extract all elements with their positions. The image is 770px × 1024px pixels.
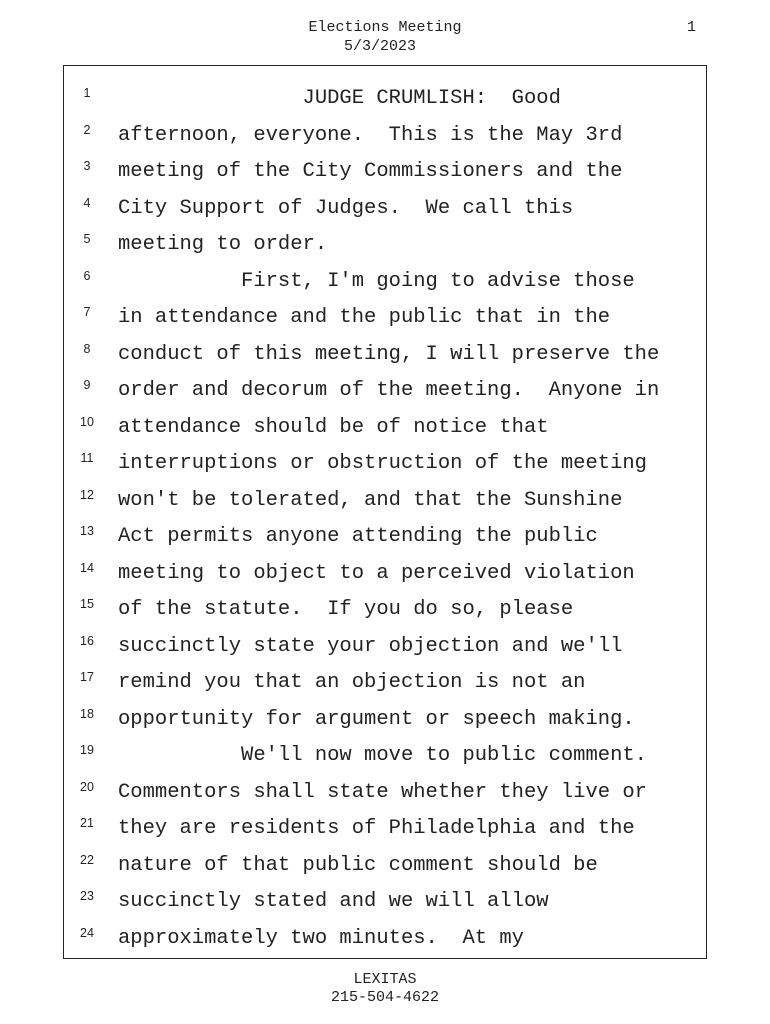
line-text: remind you that an objection is not an: [118, 671, 586, 694]
transcript-line: [64, 526, 706, 562]
line-text: succinctly state your objection and we'll: [118, 634, 623, 658]
line-text: City Support of Judges. We call this: [118, 196, 574, 220]
line-text: meeting to object to a perceived violation: [118, 561, 635, 585]
line-text: they are residents of Philadelphia and the: [118, 817, 635, 840]
line-number: 7: [83, 305, 91, 319]
line-number: 9: [83, 378, 91, 392]
transcript-line: [64, 925, 706, 964]
transcript-line: [64, 88, 706, 124]
line-text: First, I'm going to advise those: [118, 269, 635, 293]
line-number: 4: [83, 195, 91, 210]
line-number: 14: [80, 560, 94, 575]
line-text: Commentors shall state whether they live or: [118, 780, 647, 804]
footer-phone: 215-504-4622: [330, 989, 440, 1006]
line-text: order and decorum of the meeting. Anyone in: [118, 379, 660, 402]
line-number: 19: [80, 743, 94, 757]
transcript-line: [64, 234, 706, 270]
line-number: 8: [83, 341, 91, 356]
line-number: 15: [80, 597, 94, 611]
transcript-line: [64, 414, 706, 453]
transcript-line: [64, 599, 706, 635]
transcript-line: [64, 341, 706, 380]
document-date: 5/3/2023: [343, 38, 416, 55]
transcript-line: [64, 633, 706, 672]
transcript-line: [64, 560, 706, 599]
line-text: opportunity for argument or speech making.: [118, 707, 635, 731]
line-number: 11: [80, 451, 94, 465]
line-number: 6: [83, 268, 91, 283]
line-text: approximately two minutes. At my: [118, 926, 524, 950]
transcript-line: [64, 818, 706, 854]
line-number: 21: [80, 816, 94, 830]
transcript-line: [64, 195, 706, 234]
transcript-line: [64, 122, 706, 161]
footer-firm: LEXITAS: [353, 971, 417, 988]
line-text: conduct of this meeting, I will preserve the: [118, 342, 660, 366]
line-number: 1: [83, 86, 91, 100]
line-number: 18: [80, 706, 94, 721]
line-number: 24: [80, 925, 94, 940]
line-text: nature of that public comment should be: [118, 853, 598, 877]
line-number: 10: [80, 414, 94, 429]
line-text: afternoon, everyone. This is the May 3rd: [118, 123, 623, 147]
transcript-line: [64, 307, 706, 343]
page-number: 1: [686, 19, 696, 36]
line-text: interruptions or obstruction of the meeting: [118, 452, 647, 475]
line-number: 23: [80, 889, 94, 903]
line-text: attendance should be of notice that: [118, 415, 549, 439]
line-number: 16: [80, 633, 94, 648]
transcript-line: [64, 453, 706, 489]
transcript-line: [64, 745, 706, 781]
line-text: meeting of the City Commissioners and the: [118, 160, 623, 183]
transcript-frame: [63, 65, 707, 959]
line-number: 2: [83, 122, 91, 137]
transcript-line: [64, 891, 706, 927]
line-number: 17: [80, 670, 94, 684]
line-text: won't be tolerated, and that the Sunshine: [118, 488, 623, 512]
line-number: 3: [83, 159, 91, 173]
transcript-line: [64, 380, 706, 416]
line-text: JUDGE CRUMLISH: Good: [118, 87, 561, 110]
line-text: Act permits anyone attending the public: [118, 525, 598, 548]
line-text: meeting to order.: [118, 233, 328, 256]
line-text: succinctly stated and we will allow: [118, 890, 549, 913]
line-text: in attendance and the public that in the: [118, 306, 611, 329]
line-number: 20: [80, 779, 94, 794]
line-number: 12: [80, 487, 94, 502]
transcript-line: [64, 487, 706, 526]
line-number: 22: [80, 852, 94, 867]
line-text: of the statute. If you do so, please: [118, 598, 574, 621]
transcript-line: [64, 161, 706, 197]
line-text: We'll now move to public comment.: [118, 744, 647, 767]
transcript-line: [64, 779, 706, 818]
transcript-line: [64, 706, 706, 745]
line-number: 13: [80, 524, 94, 538]
transcript-line: [64, 852, 706, 891]
document-title: Elections Meeting: [308, 19, 462, 36]
line-number: 5: [83, 232, 91, 246]
transcript-line: [64, 268, 706, 307]
transcript-line: [64, 672, 706, 708]
